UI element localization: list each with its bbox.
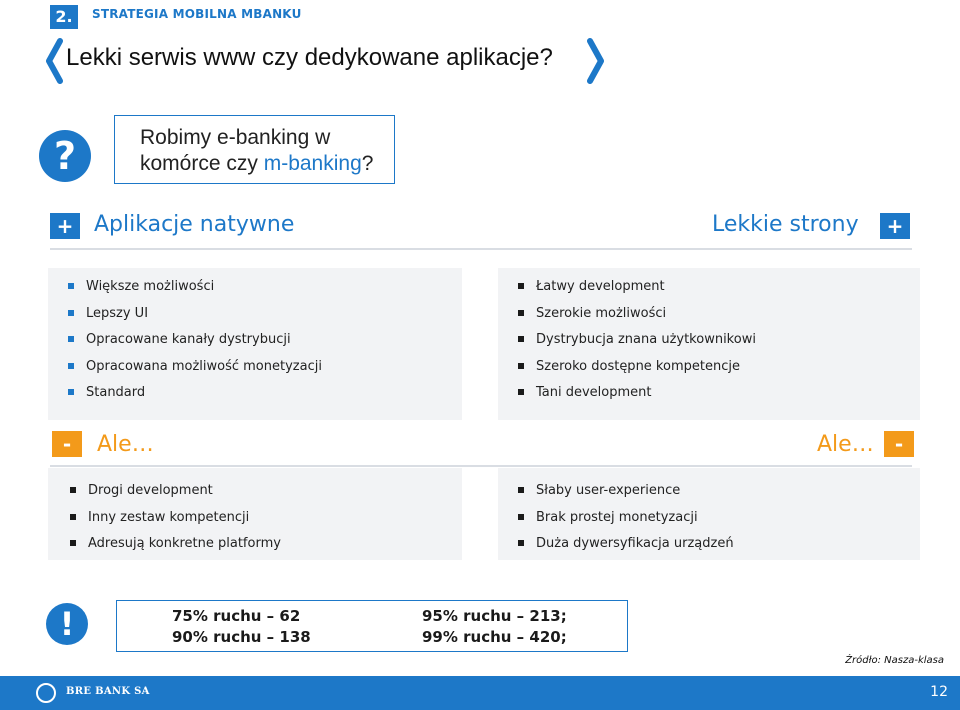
question-mark-icon: ? [39, 130, 91, 182]
chevron-right-icon [586, 38, 606, 84]
list-item: Brak prostej monetyzacji [518, 509, 908, 536]
question-line-2 [140, 152, 373, 176]
plus-right-icon: + [880, 213, 910, 239]
section-title: STRATEGIA MOBILNA MBANKU [92, 7, 302, 21]
question-line-2-prefix: komórce czy [140, 152, 264, 175]
chevron-left-icon [44, 38, 64, 84]
list-item: Inny zestaw kompetencji [70, 509, 450, 536]
list-item: Opracowane kanały dystrybucji [68, 331, 448, 358]
list-item: Szeroko dostępne kompetencje [518, 358, 908, 385]
exclamation-icon: ! [46, 603, 88, 645]
bre-bank-logo-icon [36, 683, 56, 703]
question-line-1: Robimy e-banking w [140, 126, 331, 149]
minus-left-icon: - [52, 431, 82, 457]
list-item: Duża dywersyfikacja urządzeń [518, 535, 908, 562]
light-pros-list [518, 278, 908, 411]
cons-divider [50, 465, 912, 467]
stat-99: 99% ruchu – 420; [422, 628, 567, 646]
list-item: Łatwy development [518, 278, 908, 305]
page-number: 12 [930, 684, 948, 700]
list-item: Dystrybucja znana użytkownikowi [518, 331, 908, 358]
list-item: Lepszy UI [68, 305, 448, 332]
list-item: Tani development [518, 384, 908, 411]
stat-95: 95% ruchu – 213; [422, 607, 567, 625]
native-pros-list [68, 278, 448, 411]
source-note: Źródło: Nasza-klasa [845, 655, 944, 666]
list-item: Standard [68, 384, 448, 411]
native-cons-heading: Ale… [97, 432, 154, 457]
pros-divider [50, 248, 912, 250]
question-highlight: m-banking [263, 152, 362, 175]
light-cons-heading: Ale… [817, 432, 874, 457]
native-cons-list [70, 482, 450, 562]
light-cons-list [518, 482, 908, 562]
list-item: Drogi development [70, 482, 450, 509]
page-title: Lekki serwis www czy dedykowane aplikacje? [66, 44, 553, 71]
list-item: Adresują konkretne platformy [70, 535, 450, 562]
footer-logo-text: BRE BANK SA [66, 686, 150, 697]
stat-90: 90% ruchu – 138 [172, 628, 311, 646]
minus-right-icon: - [884, 431, 914, 457]
native-apps-heading: Aplikacje natywne [94, 212, 295, 237]
light-sites-heading: Lekkie strony [712, 212, 859, 237]
question-line-2-suffix: ? [361, 152, 374, 175]
list-item: Szerokie możliwości [518, 305, 908, 332]
section-number: 2. [50, 5, 78, 29]
plus-left-icon: + [50, 213, 80, 239]
list-item: Słaby user-experience [518, 482, 908, 509]
list-item: Większe możliwości [68, 278, 448, 305]
list-item: Opracowana możliwość monetyzacji [68, 358, 448, 385]
stat-75: 75% ruchu – 62 [172, 607, 301, 625]
